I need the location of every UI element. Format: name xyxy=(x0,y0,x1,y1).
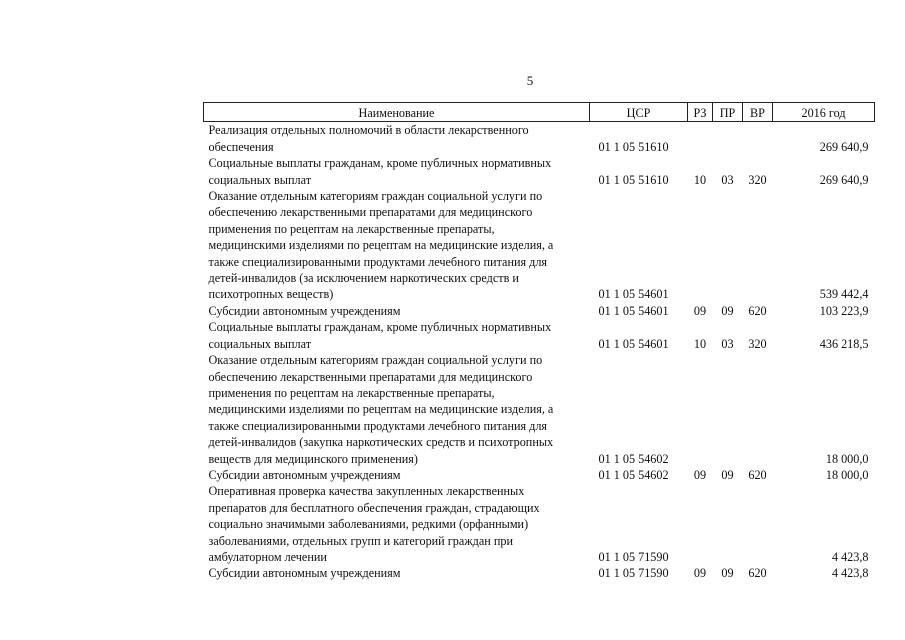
header-vr: ВР xyxy=(743,103,773,122)
row-amount: 18 000,0 xyxy=(825,467,869,482)
row-csr: 01 1 05 71590 xyxy=(598,566,669,581)
row-amount: 4 423,8 xyxy=(831,566,869,581)
row-rz xyxy=(688,122,713,155)
row-vr: 620 xyxy=(748,467,767,482)
row-rz: 09 xyxy=(693,566,707,581)
table-row xyxy=(204,565,875,581)
table-row xyxy=(204,155,875,188)
budget-table xyxy=(203,102,875,582)
row-csr: 01 1 05 54601 xyxy=(598,336,669,351)
row-csr: 01 1 05 51610 xyxy=(598,172,669,187)
header-rz: РЗ xyxy=(688,103,713,122)
table-row xyxy=(204,467,875,483)
row-pr: 09 xyxy=(721,467,734,482)
row-amount: 103 223,9 xyxy=(819,303,869,318)
table-row xyxy=(204,122,875,155)
row-amount: 269 640,9 xyxy=(819,172,869,187)
row-name: Субсидии автономным учреждениям xyxy=(208,303,401,318)
row-vr xyxy=(743,122,773,155)
row-csr: 01 1 05 54602 xyxy=(598,451,669,466)
header-pr: ПР xyxy=(713,103,743,122)
row-vr xyxy=(743,483,773,565)
row-pr xyxy=(713,122,743,155)
row-amount: 436 218,5 xyxy=(819,336,869,351)
row-rz xyxy=(688,483,713,565)
header-csr: ЦСР xyxy=(590,103,688,122)
row-pr xyxy=(713,483,743,565)
row-pr: 09 xyxy=(721,303,734,318)
header-name: Наименование xyxy=(204,103,590,122)
row-name: Оказание отдельным категориям граждан социальной услуги по обеспечению лекарственными препаратами для медицинского применения по рецептам на лекарственные препараты, медицинскими изделиями по рецептам на медицинские изделия, а также специализированными продуктами лечебного питания для детей-инвалидов (закупка наркотических средств и психотропных веществ для медицинского применения) xyxy=(208,353,554,466)
row-rz: 09 xyxy=(693,303,707,318)
row-name: Оперативная проверка качества закупленных лекарственных препаратов для бесплатного обеспечения граждан, страдающих социально значимыми заболеваниями, редкими (орфанными) заболеваниями, отдельных групп и категорий граждан при амбулаторном лечении xyxy=(208,484,540,564)
table-row xyxy=(204,319,875,352)
row-vr: 620 xyxy=(748,566,767,581)
row-vr: 320 xyxy=(748,172,767,187)
row-csr: 01 1 05 54602 xyxy=(598,467,669,482)
row-rz: 10 xyxy=(693,336,707,351)
row-name: Оказание отдельным категориям граждан социальной услуги по обеспечению лекарственными препаратами для медицинского применения по рецептам на лекарственные препараты, медицинскими изделиями по рецептам на медицинские изделия, а также специализированными продуктами лечебного питания для детей-инвалидов (за исключением наркотических средств и психотропных веществ) xyxy=(208,189,554,302)
header-year: 2016 год xyxy=(773,103,875,122)
row-csr: 01 1 05 54601 xyxy=(598,287,669,302)
row-pr: 03 xyxy=(721,336,734,351)
row-csr: 01 1 05 51610 xyxy=(598,139,669,154)
table-row xyxy=(204,188,875,303)
row-rz xyxy=(688,352,713,467)
row-pr xyxy=(713,188,743,303)
table-header-row xyxy=(204,103,875,122)
row-name: Социальные выплаты гражданам, кроме публичных нормативных социальных выплат xyxy=(208,156,552,187)
table-row xyxy=(204,483,875,565)
row-csr: 01 1 05 54601 xyxy=(598,303,669,318)
row-name: Субсидии автономным учреждениям xyxy=(208,467,401,482)
row-name: Субсидии автономным учреждениям xyxy=(208,566,401,581)
row-pr: 03 xyxy=(721,172,734,187)
row-vr xyxy=(743,188,773,303)
row-amount: 4 423,8 xyxy=(831,549,869,564)
row-vr: 320 xyxy=(748,336,767,351)
row-pr xyxy=(713,352,743,467)
row-amount: 269 640,9 xyxy=(819,139,869,154)
row-rz: 09 xyxy=(693,467,707,482)
row-amount: 18 000,0 xyxy=(825,451,869,466)
row-amount: 539 442,4 xyxy=(819,287,869,302)
page-number: 5 xyxy=(526,73,534,88)
table-row xyxy=(204,352,875,467)
row-name: Реализация отдельных полномочий в области лекарственного обеспечения xyxy=(208,123,529,154)
row-csr: 01 1 05 71590 xyxy=(598,549,669,564)
table-row xyxy=(204,303,875,319)
row-vr xyxy=(743,352,773,467)
row-vr: 620 xyxy=(748,303,767,318)
row-name: Социальные выплаты гражданам, кроме публичных нормативных социальных выплат xyxy=(208,320,552,351)
row-rz: 10 xyxy=(693,172,707,187)
row-rz xyxy=(688,188,713,303)
row-pr: 09 xyxy=(721,566,734,581)
